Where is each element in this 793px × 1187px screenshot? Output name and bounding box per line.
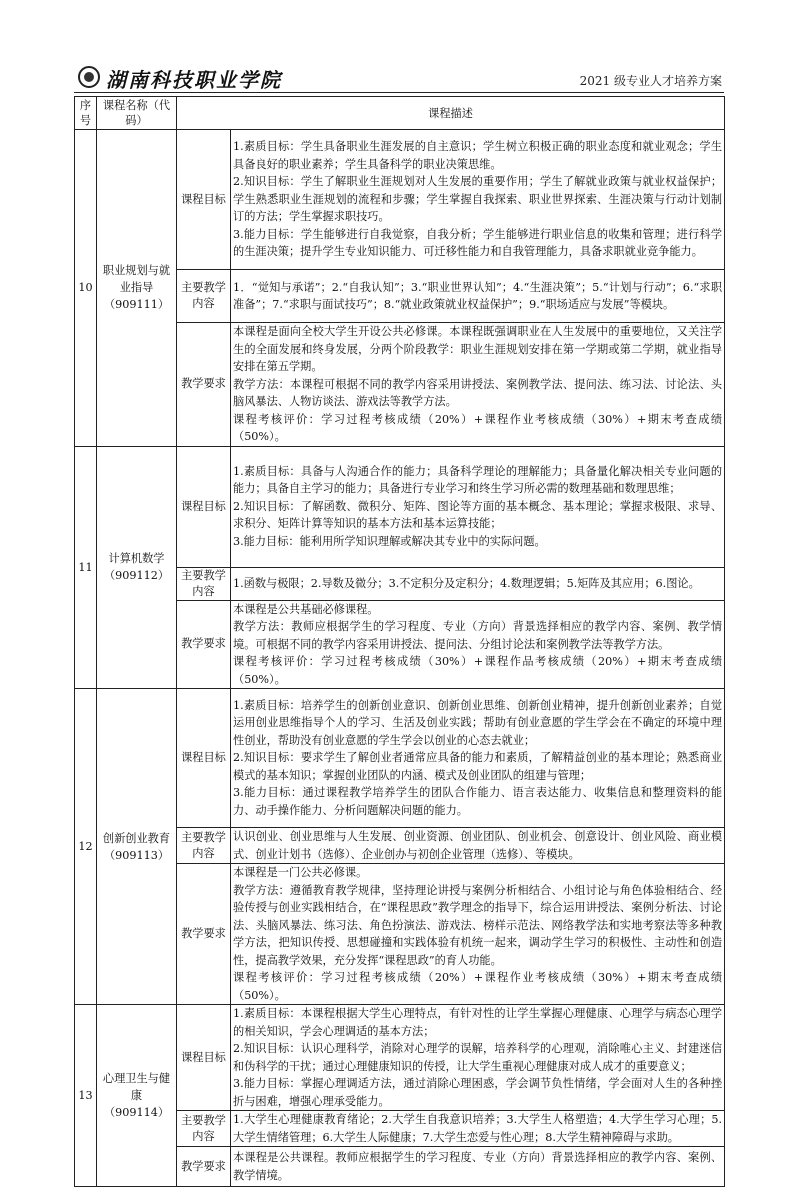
paragraph: 2.知识目标：认识心理科学，消除对心理学的误解，培养科学的心理观，消除唯心主义、封建迷信和伪科学的干扰；通过心理健康知识的传授，让大学生重视心理健康对成人成才的重要意义； bbox=[233, 1042, 723, 1073]
paragraph: 1.素质目标：学生具备职业生涯发展的自主意识；学生树立积极正确的职业态度和就业观念；学生具备良好的职业素养；学生具备科学的职业决策思维。 bbox=[233, 140, 723, 171]
paragraph: 教学方法：遵循教育教学规律，坚持理论讲授与案例分析相结合、小组讨论与角色体验相结合、经验传授与创业实践相结合，在“课程思政”教学理念的指导下，综合运用讲授法、案例分析法、讨论法、头脑风暴法、练习法、角色扮演法、游戏法、榜样示范法、网络教学法和实地考察法等多种教学方法，把知识传授、思想碰撞和实践体验有机统一起来，调动学生学习的积极性、主动性和创造性，提高教学效果，充分发挥“课程思政”的育人功能。 bbox=[233, 883, 723, 967]
paragraph: 本课程是公共基础必修课程。 bbox=[233, 602, 379, 616]
section-label-content: 主要教学内容 bbox=[177, 828, 231, 864]
course-code: （909114） bbox=[103, 1106, 170, 1119]
section-label-req: 教学要求 bbox=[177, 864, 231, 1005]
paragraph: 1.函数与极限；2.导数及微分；3.不定积分及定积分；4.数理逻辑；5.矩阵及其应用；6.图论。 bbox=[233, 576, 700, 590]
section-text-goals bbox=[231, 446, 725, 567]
course-number: 12 bbox=[75, 689, 97, 1005]
paragraph: 本课程是一门公共必修课。 bbox=[233, 866, 368, 879]
section-label-goals: 课程目标 bbox=[177, 446, 231, 567]
school-name: 湖南科技职业学院 bbox=[106, 68, 282, 92]
section-text-goals bbox=[231, 689, 725, 828]
section-label-content: 主要教学内容 bbox=[177, 270, 231, 323]
paragraph: 1.大学生心理健康教育绪论；2.大学生自我意识培养；3.大学生人格塑造；4.大学生学习心理；5.大学生情绪管理；6.大学生人际健康；7.大学生恋爱与性心理；8.大学生精神障碍与求助。 bbox=[233, 1113, 723, 1144]
paragraph: 课程考核评价：学习过程考核成绩（30%）+课程作品考核成绩（20%）+期末考查成绩（50%）。 bbox=[233, 655, 723, 686]
section-label-goals: 课程目标 bbox=[177, 689, 231, 828]
paragraph: 本课程是公共课程。教师应根据学生的学习程度、专业（方向）背景选择相应的教学内容、案例、教学情境。 bbox=[233, 1151, 723, 1182]
section-label-goals: 课程目标 bbox=[177, 130, 231, 270]
section-text-req bbox=[231, 600, 725, 689]
header-name: 课程名称（代码） bbox=[97, 97, 177, 130]
section-label-req: 教学要求 bbox=[177, 600, 231, 689]
paragraph: 本课程是面向全校大学生开设公共必修课。本课程既强调职业在人生发展中的重要地位，又关注学生的全面发展和终身发展，分两个阶段教学：职业生涯规划安排在第一学期或第二学期，就业指导安排在第五学期。 bbox=[233, 325, 723, 373]
header-no: 序号 bbox=[75, 97, 97, 130]
course-name: 计算机数学 bbox=[108, 552, 165, 566]
section-text-goals bbox=[231, 130, 725, 270]
section-label-req: 教学要求 bbox=[177, 323, 231, 447]
paragraph: 1.素质目标：培养学生的创新创业意识、创新创业思维、创新创业精神，提升创新创业素养；自觉运用创业思维指导个人的学习、生活及创业实践；帮助有创业意愿的学生学会在不确定的环境中理性创业，帮助没有创业意愿的学生学会以创业的心态去就业； bbox=[233, 698, 723, 747]
course-name-cell bbox=[97, 1005, 177, 1187]
section-text-req bbox=[231, 323, 725, 447]
course-code: （909112） bbox=[103, 569, 170, 583]
course-name: 创新创业教育 bbox=[102, 831, 171, 845]
course-number: 11 bbox=[75, 446, 97, 689]
table-row bbox=[75, 689, 725, 828]
section-text-content bbox=[231, 270, 725, 323]
course-number: 10 bbox=[75, 130, 97, 447]
header-divider bbox=[74, 92, 724, 93]
course-code: （909113） bbox=[103, 848, 170, 862]
section-text-goals bbox=[231, 1005, 725, 1111]
paragraph: 1．“觉知与承诺”；2.“自我认知”；3.“职业世界认知”；4.“生涯决策”；5.“计划与行动”；6.“求职准备”；7.“求职与面试技巧”；8.“就业政策就业权益保护”；9.“职场适应与发展”等模块。 bbox=[233, 280, 723, 311]
section-text-req bbox=[231, 1147, 725, 1187]
plan-title: 2021 级专业人才培养方案 bbox=[579, 74, 722, 88]
paragraph: 2.知识目标：了解函数、微积分、矩阵、图论等方面的基本概念、基本理论；掌握求极限、求导、求积分、矩阵计算等知识的基本方法和基本运算技能； bbox=[233, 499, 723, 531]
table-row bbox=[75, 130, 725, 270]
section-label-req: 教学要求 bbox=[177, 1147, 231, 1187]
paragraph: 1.素质目标：具备与人沟通合作的能力；具备科学理论的理解能力；具备量化解决相关专业问题的能力；具备自主学习的能力；具备进行专业学习和终生学习所必需的数理基础和数理思维； bbox=[233, 464, 723, 496]
section-label-goals: 课程目标 bbox=[177, 1005, 231, 1111]
course-name-cell bbox=[97, 689, 177, 1005]
course-number: 13 bbox=[75, 1005, 97, 1187]
section-text-content bbox=[231, 567, 725, 600]
section-text-req bbox=[231, 864, 725, 1005]
paragraph: 认识创业、创业思维与人生发展、创业资源、创业团队、创业机会、创意设计、创业风险、商业模式、创业计划书（选修）、企业创办与初创企业管理（选修）、等模块。 bbox=[233, 830, 723, 861]
table-row bbox=[75, 446, 725, 567]
table-header-row bbox=[75, 97, 725, 130]
paragraph: 2.知识目标：要求学生了解创业者通常应具备的能力和素质，了解精益创业的基本理论；熟悉商业模式的基本知识；掌握创业团队的内涵、模式及创业团队的组建与管理； bbox=[233, 751, 723, 782]
paragraph: 教学方法：本课程可根据不同的教学内容采用讲授法、案例教学法、提问法、练习法、讨论法、头脑风暴法、人物访谈法、游戏法等教学方法。 bbox=[233, 377, 723, 408]
page-header bbox=[74, 64, 724, 94]
section-text-content bbox=[231, 828, 725, 864]
school-logo-icon bbox=[78, 66, 100, 88]
table-row bbox=[75, 1005, 725, 1111]
paragraph: 1.素质目标：本课程根据大学生心理特点，有针对性的让学生掌握心理健康、心理学与病态心理学的相关知识，学会心理调适的基本方法； bbox=[233, 1007, 723, 1038]
course-name: 职业规划与就业指导 bbox=[102, 264, 171, 295]
paragraph: 3.能力目标：通过课程教学培养学生的团队合作能力、语言表达能力、收集信息和整理资料的能力、动手操作能力、分析问题解决问题的能力。 bbox=[233, 786, 723, 817]
paragraph: 课程考核评价：学习过程考核成绩（20%）+课程作业考核成绩（30%）+期末考查成绩（50%）。 bbox=[233, 971, 723, 1002]
course-name-cell bbox=[97, 130, 177, 447]
paragraph: 课程考核评价：学习过程考核成绩（20%）+课程作业考核成绩（30%）+期末考查成绩（50%）。 bbox=[233, 412, 723, 443]
course-table bbox=[74, 96, 725, 1187]
paragraph: 3.能力目标：学生能够进行自我觉察，自我分析；学生能够进行职业信息的收集和管理；进行科学的生涯决策；提升学生专业知识能力、可迁移性能力和自我管理能力，具备求职就业竞争能力。 bbox=[233, 227, 723, 259]
section-label-content: 主要教学内容 bbox=[177, 567, 231, 600]
course-name: 心理卫生与健康 bbox=[102, 1072, 171, 1102]
course-code: （909111） bbox=[103, 298, 170, 312]
paragraph: 2.知识目标：学生了解职业生涯规划对人生发展的重要作用；学生了解就业政策与就业权益保护；学生熟悉职业生涯规划的流程和步骤；学生掌握自我探索、职业世界探索、生涯决策与行动计划制订的方法；学生掌握求职技巧。 bbox=[233, 175, 723, 224]
course-name-cell bbox=[97, 446, 177, 689]
paragraph: 3.能力目标：掌握心理调适方法，通过消除心理困惑，学会调节负性情绪，学会面对人生的各种挫折与困难，增强心理承受能力。 bbox=[233, 1077, 723, 1108]
paragraph: 教学方法：教师应根据学生的学习程度、专业（方向）背景选择相应的教学内容、案例、教学情境。可根据不同的教学内容采用讲授法、提问法、分组讨论法和案例教学法等教学方法。 bbox=[233, 620, 723, 651]
section-label-content: 主要教学内容 bbox=[177, 1111, 231, 1147]
header-desc: 课程描述 bbox=[177, 97, 725, 130]
section-text-content bbox=[231, 1111, 725, 1147]
paragraph: 3.能力目标：能利用所学知识理解或解决其专业中的实际问题。 bbox=[233, 534, 546, 548]
